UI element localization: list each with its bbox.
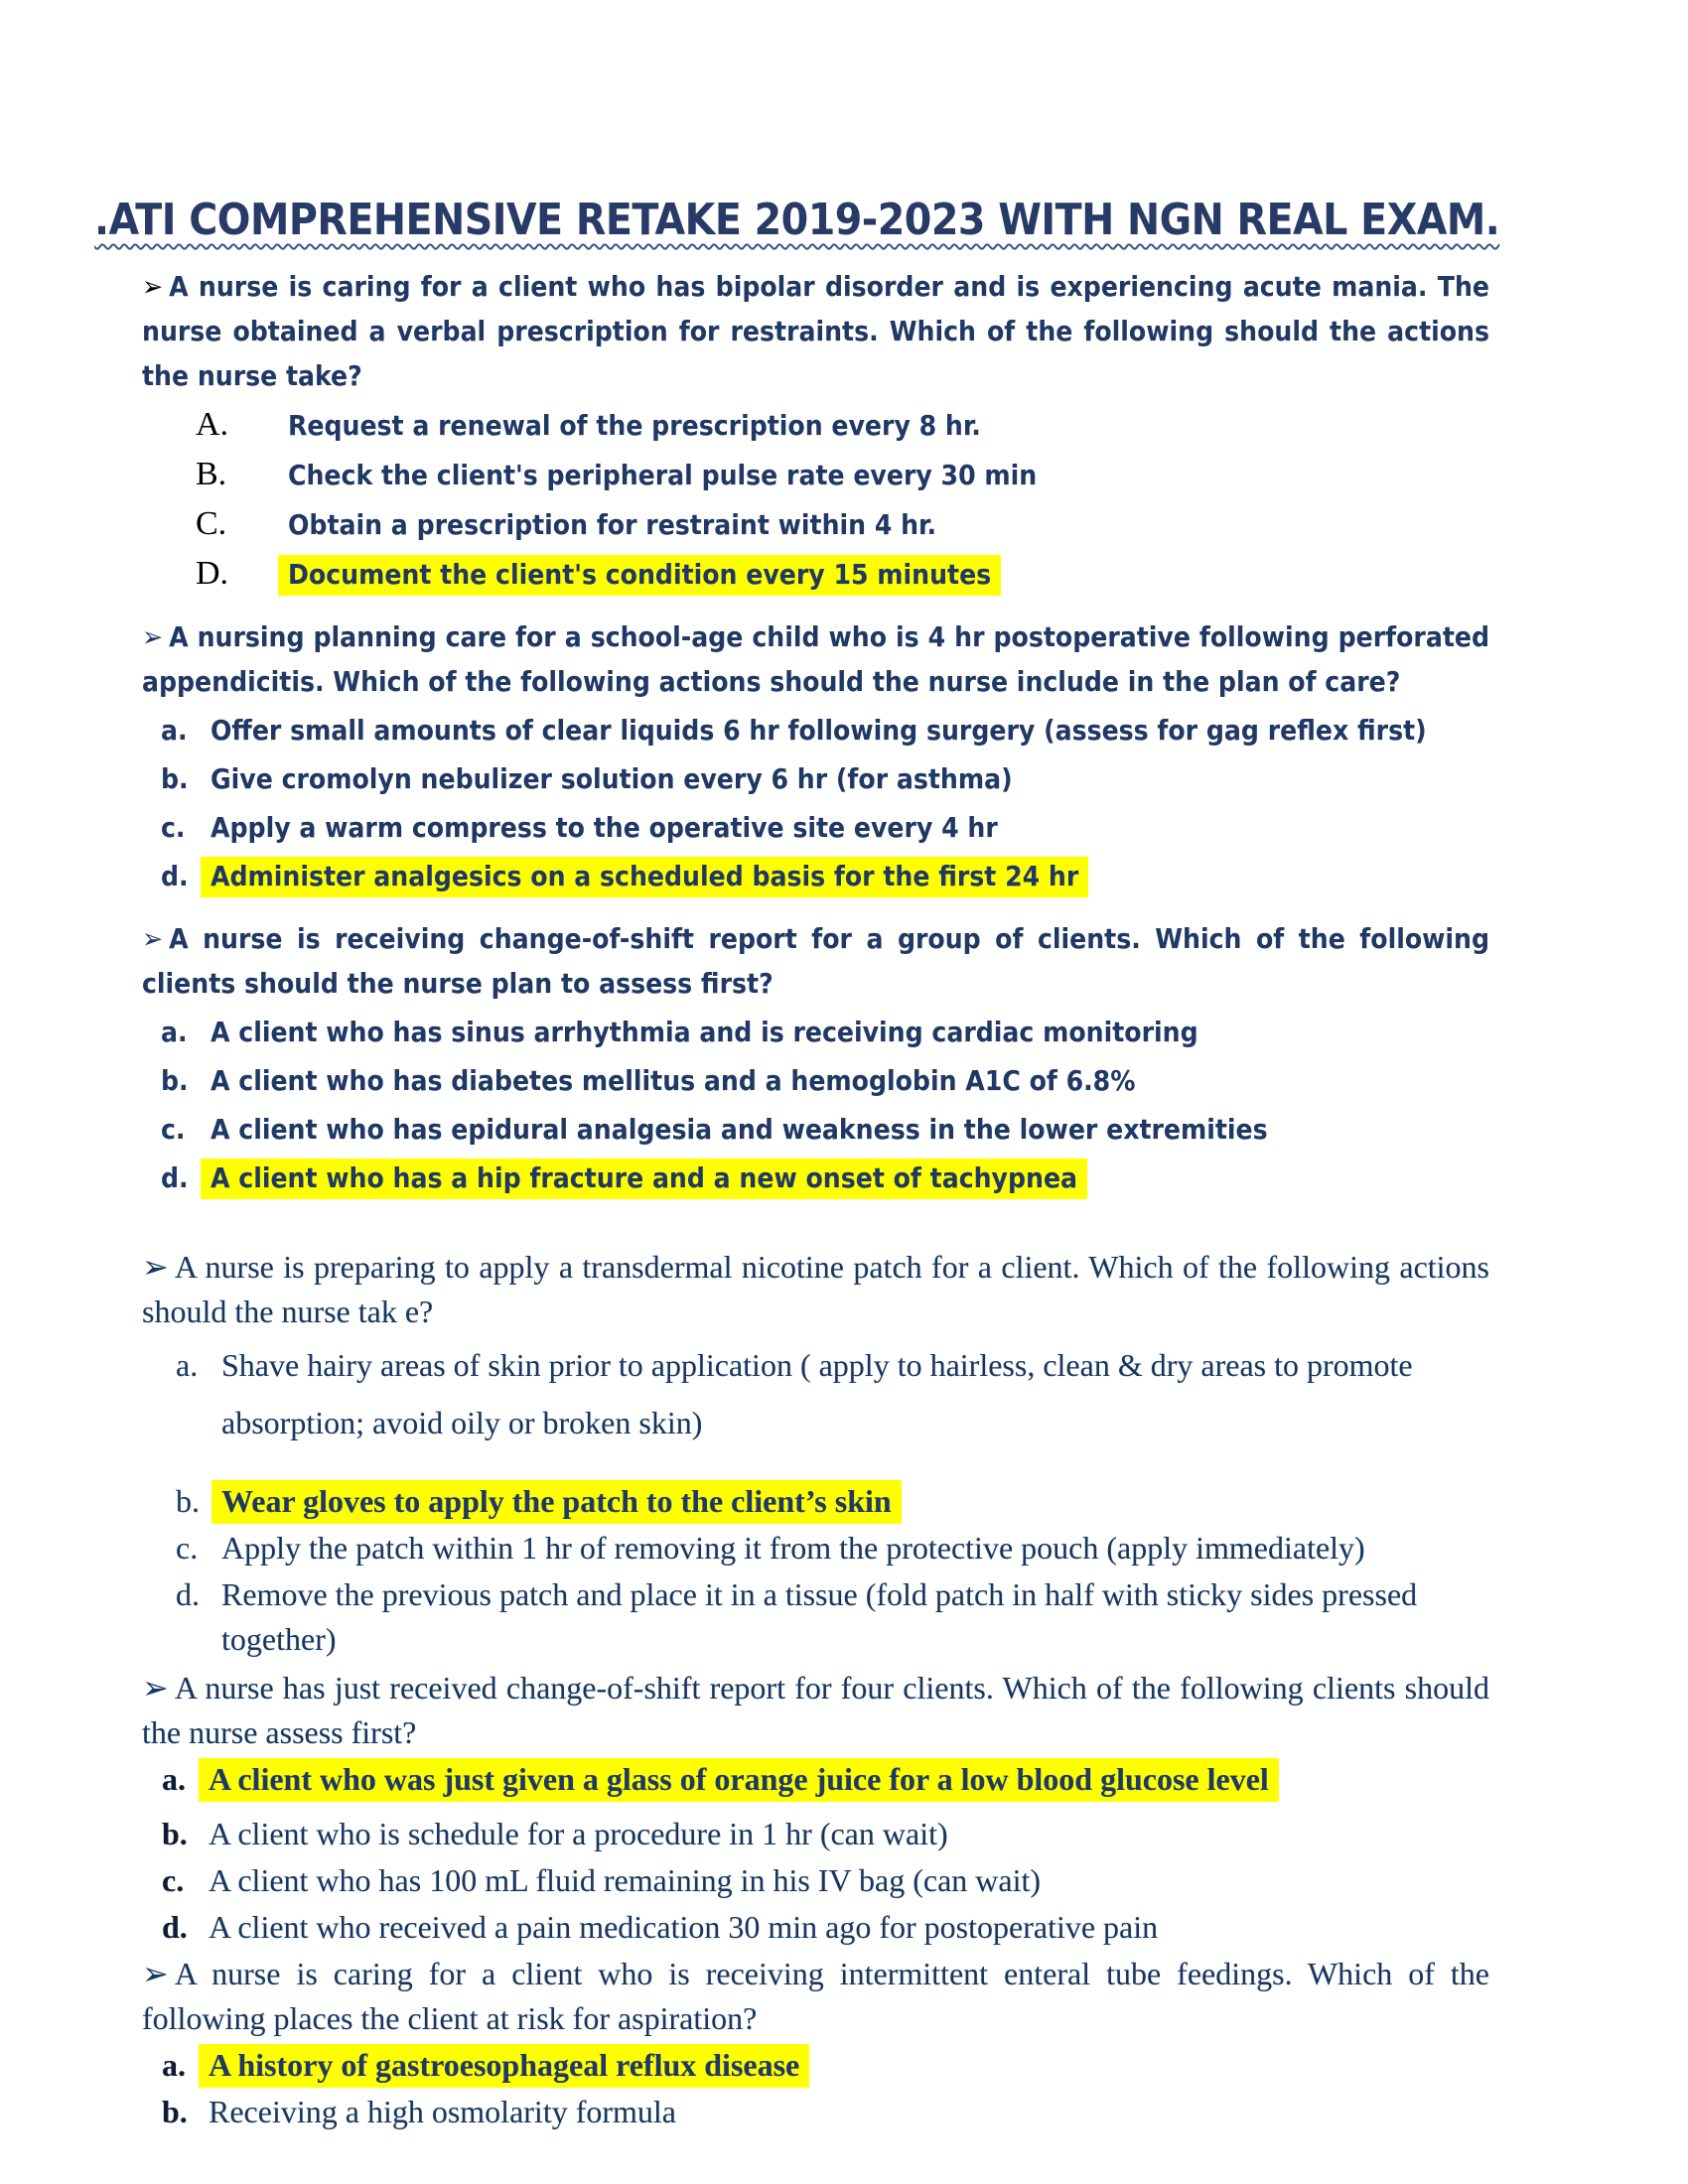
option-text — [288, 502, 1489, 547]
option-row-answer — [142, 1757, 1489, 1802]
option-text-inner: Apply the patch within 1 hr of removing it from the protective pouch (apply immediately) — [221, 1530, 1365, 1567]
highlighted-answer: A client who has a hip fracture and a new onset of tachypnea — [201, 1159, 1087, 1199]
option-text — [209, 1905, 1489, 1950]
option-row-answer — [142, 2043, 1489, 2088]
option-letter: a. — [162, 1761, 186, 1798]
option-letter: a. — [162, 2047, 186, 2084]
option-row — [142, 1107, 1489, 1152]
option-row — [142, 805, 1489, 850]
arrow-bullet-icon: ➢ — [142, 922, 164, 956]
question-intro-text: A nurse is caring for a client who has bipolar disorder and is experiencing acute mania. The nurse obtained a verbal prescription for restraints. Which of the following should the actions the nurse take? — [142, 270, 1489, 393]
option-row — [142, 2090, 1489, 2134]
option-letter: b. — [176, 1483, 200, 1520]
option-letter: c. — [176, 1530, 199, 1567]
question-text — [142, 916, 1489, 1006]
option-text-inner: Obtain a prescription for restraint within 4 hr. — [288, 508, 937, 542]
option-row — [142, 1336, 1489, 1451]
question-text — [142, 264, 1489, 398]
option-row — [142, 756, 1489, 801]
option-text — [209, 2090, 1489, 2134]
option-text — [211, 1058, 1489, 1103]
option-row — [142, 1572, 1489, 1662]
questions — [94, 264, 1489, 2134]
option-letter: b. — [161, 1064, 189, 1098]
page-title — [94, 195, 1500, 245]
option-row-answer — [142, 1156, 1489, 1200]
option-letter: b. — [162, 2094, 188, 2130]
option-text — [209, 2043, 1489, 2088]
option-letter: c. — [162, 1862, 185, 1899]
question-block — [142, 1666, 1489, 1950]
option-text — [221, 1526, 1489, 1570]
highlighted-answer: Wear gloves to apply the patch to the client’s skin — [211, 1480, 902, 1524]
option-row — [142, 1905, 1489, 1950]
option-letter: c. — [161, 1113, 186, 1147]
option-text-inner: A client who has diabetes mellitus and a hemoglobin A1C of 6.8% — [211, 1064, 1136, 1098]
option-row — [142, 1526, 1489, 1570]
option-letter: d. — [176, 1576, 200, 1613]
option-text — [211, 708, 1489, 752]
highlighted-answer: A client who was just given a glass of orange juice for a low blood glucose level — [199, 1758, 1279, 1802]
options-list — [142, 2043, 1489, 2134]
highlighted-answer: Administer analgesics on a scheduled basis for the first 24 hr — [201, 857, 1088, 897]
option-text-inner: A client who has sinus arrhythmia and is receiving cardiac monitoring — [211, 1016, 1198, 1049]
question-intro-text: A nursing planning care for a school-age child who is 4 hr postoperative following perforated appendicitis. Which of the following actions should the nurse include in the plan of care? — [142, 620, 1489, 699]
question-block — [142, 264, 1489, 597]
option-row — [142, 1812, 1489, 1856]
option-text-inner: Receiving a high osmolarity formula — [209, 2094, 676, 2130]
question-intro-text: A nurse is caring for a client who is receiving intermittent enteral tube feedings. Which of the following places the client at risk for aspiration? — [142, 1956, 1489, 2037]
option-text — [288, 403, 1489, 448]
options-list — [142, 708, 1489, 898]
options-list — [142, 402, 1489, 597]
arrow-bullet-icon: ➢ — [142, 1670, 169, 1706]
option-text — [288, 453, 1489, 497]
option-text-inner: Give cromolyn nebulizer solution every 6 hr (for asthma) — [211, 762, 1013, 796]
option-text-inner: Remove the previous patch and place it in a tissue (fold patch in half with sticky sides pressed together) — [221, 1576, 1418, 1658]
option-row — [142, 402, 1489, 448]
page-title-text: .ATI COMPREHENSIVE RETAKE 2019-2023 WITH NGN REAL EXAM. — [94, 195, 1500, 245]
question-intro-text: A nurse is receiving change-of-shift report for a group of clients. Which of the following clients should the nurse plan to assess first? — [142, 922, 1489, 1001]
arrow-bullet-icon: ➢ — [142, 1956, 169, 1992]
option-text — [209, 1757, 1489, 1802]
option-row — [142, 501, 1489, 547]
option-text-inner: A client who has epidural analgesia and weakness in the lower extremities — [211, 1113, 1268, 1147]
option-text — [209, 1858, 1489, 1903]
option-text — [211, 1107, 1489, 1152]
option-text — [211, 756, 1489, 801]
options-list — [142, 1010, 1489, 1200]
option-text — [209, 1812, 1489, 1856]
option-letter: a. — [176, 1347, 199, 1384]
options-list — [142, 1336, 1489, 1662]
question-block — [142, 1245, 1489, 1662]
option-letter: D. — [196, 555, 229, 593]
option-letter: a. — [161, 1016, 188, 1049]
document-content — [94, 195, 1500, 2134]
option-text — [211, 854, 1489, 898]
option-text — [211, 1156, 1489, 1200]
option-letter: b. — [162, 1816, 188, 1852]
question-block — [142, 916, 1489, 1200]
option-letter: b. — [161, 762, 189, 796]
question-block — [142, 1952, 1489, 2134]
option-text-inner: Shave hairy areas of skin prior to application ( apply to hairless, clean & dry areas to promote absorption; avoid oily or broken skin) — [221, 1347, 1413, 1441]
option-row — [142, 1010, 1489, 1054]
highlighted-answer: Document the client's condition every 15 minutes — [278, 555, 1001, 596]
option-row — [142, 1058, 1489, 1103]
option-letter: A. — [196, 406, 229, 444]
option-text — [211, 1010, 1489, 1054]
question-intro-text: A nurse is preparing to apply a transdermal nicotine patch for a client. Which of the following actions should the nurse tak e? — [142, 1249, 1489, 1330]
option-row-answer — [142, 551, 1489, 597]
question-block — [142, 614, 1489, 898]
option-text-inner: A client who has 100 mL fluid remaining in his IV bag (can wait) — [209, 1862, 1042, 1899]
option-letter: c. — [161, 811, 186, 845]
question-intro-text: A nurse has just received change-of-shift report for four clients. Which of the following clients should the nurse assess first? — [142, 1670, 1489, 1751]
options-list — [142, 1757, 1489, 1950]
option-letter: C. — [196, 505, 227, 543]
option-text — [211, 805, 1489, 850]
option-letter: d. — [162, 1909, 188, 1946]
question-text — [142, 1666, 1489, 1755]
option-letter: a. — [161, 714, 188, 748]
highlighted-answer: A history of gastroesophageal reflux disease — [199, 2044, 809, 2088]
option-text — [221, 1336, 1489, 1451]
option-letter: d. — [161, 860, 189, 893]
option-text-inner: Request a renewal of the prescription every 8 hr. — [288, 409, 981, 443]
arrow-bullet-icon: ➢ — [142, 270, 164, 304]
option-letter: d. — [161, 1161, 189, 1195]
question-text — [142, 1245, 1489, 1334]
question-text — [142, 614, 1489, 704]
option-text-inner: Check the client's peripheral pulse rate every 30 min — [288, 459, 1038, 492]
option-text-inner: A client who received a pain medication 30 min ago for postoperative pain — [209, 1909, 1159, 1946]
option-text-inner: A client who is schedule for a procedure in 1 hr (can wait) — [209, 1816, 948, 1852]
option-text — [221, 1479, 1489, 1524]
option-row — [142, 708, 1489, 752]
option-letter: B. — [196, 456, 227, 493]
option-row — [142, 1858, 1489, 1903]
option-text-inner: Offer small amounts of clear liquids 6 hr following surgery (assess for gag reflex first) — [211, 714, 1427, 748]
question-text — [142, 1952, 1489, 2041]
option-row — [142, 452, 1489, 497]
arrow-bullet-icon: ➢ — [142, 1249, 169, 1286]
option-text — [288, 552, 1489, 597]
option-text — [221, 1572, 1489, 1662]
option-text-inner: Apply a warm compress to the operative site every 4 hr — [211, 811, 998, 845]
option-row-answer — [142, 1479, 1489, 1524]
option-row-answer — [142, 854, 1489, 898]
arrow-bullet-icon: ➢ — [142, 620, 164, 654]
